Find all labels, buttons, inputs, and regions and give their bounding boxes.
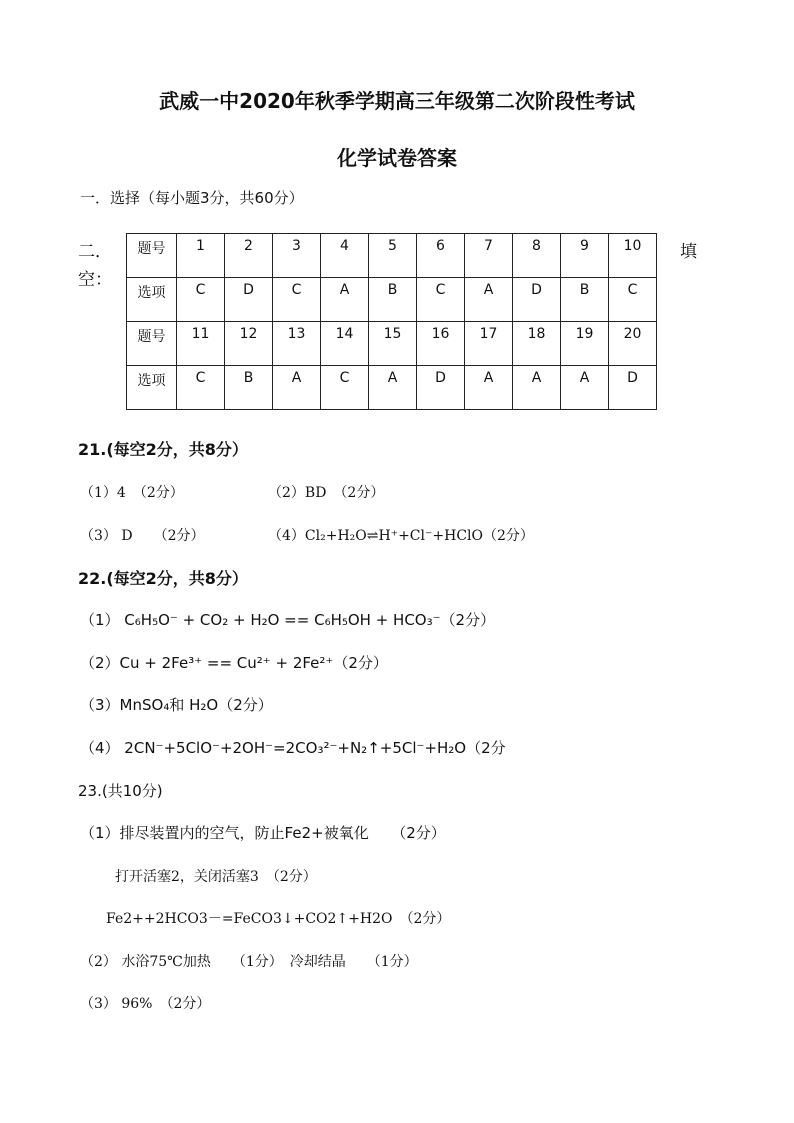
table-cell: C [177,278,225,322]
q22-answer-2: （2）Cu + 2Fe³⁺ == Cu²⁺ + 2Fe²⁺（2分） [80,654,388,672]
table-cell: A [561,366,609,410]
row-label-question: 题号 [127,234,177,278]
table-cell: 11 [177,322,225,366]
q23-answer-2: 打开活塞2，关闭活塞3 （2分） [115,869,317,885]
table-cell: 12 [225,322,273,366]
q22-heading: 22.(每空2分，共8分） [78,569,248,588]
table-cell: 1 [177,234,225,278]
table-cell: A [513,366,561,410]
table-cell: 20 [609,322,657,366]
table-cell: 10 [609,234,657,278]
table-cell: 3 [273,234,321,278]
table-cell: 13 [273,322,321,366]
table-cell: A [273,366,321,410]
table-cell: 5 [369,234,417,278]
table-cell: 4 [321,234,369,278]
section-1-heading: 一．选择（每小题3分，共60分） [80,189,304,207]
table-cell: A [369,366,417,410]
table-cell: 2 [225,234,273,278]
table-cell: D [609,366,657,410]
q21-answer-1: （1）4 （2分） [80,485,184,501]
table-row [127,366,657,410]
table-cell: 15 [369,322,417,366]
table-cell: D [417,366,465,410]
q23-answer-1: （1）排尽装置内的空气，防止Fe2+被氧化 （2分） [80,824,446,842]
table-cell: C [417,278,465,322]
table-cell: 6 [417,234,465,278]
q21-answer-2: （2）BD （2分） [268,485,385,501]
table-cell: 17 [465,322,513,366]
table-cell: 9 [561,234,609,278]
q21-heading: 21.(每空2分，共8分） [78,440,248,459]
row-label-answer: 选项 [127,278,177,322]
table-cell: 16 [417,322,465,366]
table-cell: C [177,366,225,410]
table-cell: 18 [513,322,561,366]
q23-heading: 23.(共10分) [78,782,163,800]
section-2-heading-top: 二． [78,242,112,262]
q22-answer-1: （1） C₆H₅O⁻ + CO₂ + H₂O == C₆H₅OH + HCO₃⁻（2分） [80,611,496,629]
table-cell: B [225,366,273,410]
table-cell: C [609,278,657,322]
table-row [127,322,657,366]
answer-table [126,233,657,410]
page-subtitle: 化学试卷答案 [337,146,457,170]
q22-answer-4: （4） 2CN⁻+5ClO⁻+2OH⁻=2CO₃²⁻+N₂↑+5Cl⁻+H₂O（2分 [80,739,506,757]
table-cell: A [321,278,369,322]
row-label-answer: 选项 [127,366,177,410]
table-cell: C [273,278,321,322]
table-row [127,234,657,278]
table-cell: B [369,278,417,322]
table-cell: A [465,278,513,322]
table-cell: D [513,278,561,322]
q23-answer-4: （2） 水浴75℃加热 （1分） 冷却结晶 （1分） [80,954,418,970]
q21-answer-4: （4）Cl₂+H₂O⇌H⁺+Cl⁻+HClO（2分） [268,528,534,544]
q23-answer-3: Fe2++2HCO3－=FeCO3↓+CO2↑+H2O （2分） [106,911,451,927]
page-title: 武威一中2020年秋季学期高三年级第二次阶段性考试 [159,89,635,113]
table-cell: A [465,366,513,410]
table-cell: B [561,278,609,322]
table-cell: D [225,278,273,322]
q22-answer-3: （3）MnSO₄和 H₂O（2分） [80,696,273,714]
q21-answer-3: （3） D （2分） [80,528,205,544]
table-cell: 19 [561,322,609,366]
table-cell: 7 [465,234,513,278]
table-row [127,278,657,322]
section-2-heading-bottom: 空： [78,270,112,290]
row-label-question: 题号 [127,322,177,366]
table-cell: 8 [513,234,561,278]
section-2-heading-right: 填 [680,242,697,262]
table-cell: C [321,366,369,410]
q23-answer-5: （3） 96% （2分） [80,996,211,1012]
table-cell: 14 [321,322,369,366]
